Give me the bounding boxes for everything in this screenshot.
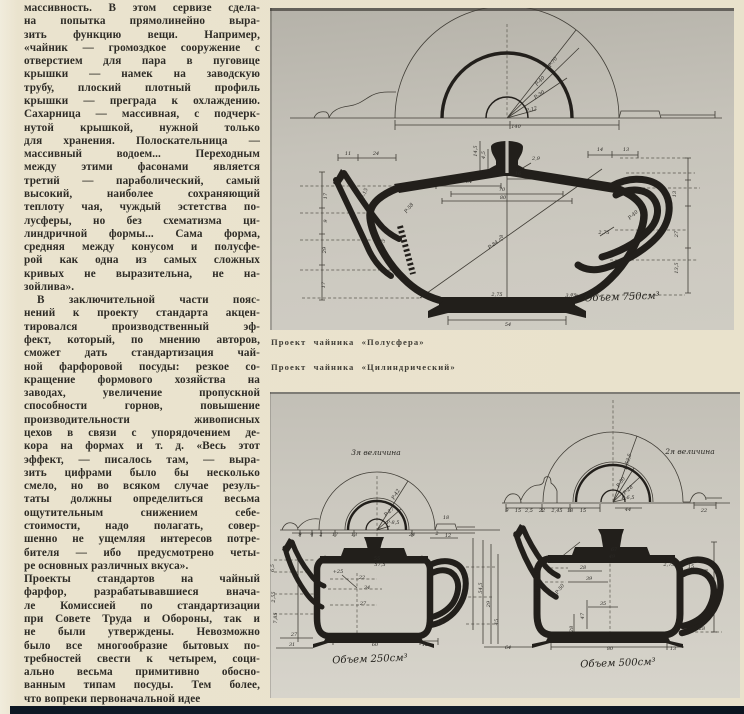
dim-label: 22 (700, 508, 708, 514)
text-line: зойлива». (24, 280, 75, 293)
dim-label: 54 (504, 322, 512, 328)
text-line: при Совете Труда и Обороны, так и (24, 612, 260, 625)
text-line: крышки — преграда к охлаждению. (24, 94, 260, 107)
dim-label: 9 (323, 219, 329, 223)
dim-label: 17 (331, 532, 339, 538)
text-line: на попытка прямолинейно выра- (24, 15, 260, 28)
dim-label: 60 (371, 642, 379, 648)
text-line: было все многообразие бытовых по- (24, 639, 260, 652)
dim-label: 24 (408, 532, 416, 538)
text-line: заводах, увеличение пропускной (24, 387, 260, 400)
text-line: ощутительным снижением себе- (24, 506, 260, 519)
dim-label: Р-52,5 (622, 453, 634, 471)
dim-label: Р-27 (383, 506, 396, 519)
dim-label: Р-6,5 (621, 495, 635, 501)
text-line: ванным типам посуды. Тем более, (24, 679, 260, 692)
text-line: фарфор, разрабатывавшиеся внача- (24, 586, 260, 599)
dim-label: 34 (465, 179, 473, 185)
dim-label: 2,9 (532, 156, 540, 162)
figure-cylindrical-teapots (270, 392, 740, 698)
text-line: не были утверждены. Невозможно (24, 626, 260, 639)
radius-lines (507, 30, 579, 118)
dim-label: 11 (344, 151, 352, 157)
dim-label: 14,5 (473, 145, 479, 157)
dim-label: 29 (486, 600, 492, 608)
dim-label: 7,85 (273, 612, 279, 624)
text-line: трубу, плоский плотный профиль (24, 81, 260, 94)
dim-label: 22 (538, 508, 546, 514)
section-hatching (400, 226, 413, 274)
dim-label: 13 (669, 646, 677, 652)
size-title-label: 3я величина (351, 448, 401, 457)
steam-hole-slit (505, 141, 508, 173)
dim-label: 4,5 (481, 151, 487, 159)
dim-label: Р-58 (403, 202, 416, 215)
dim-label: 2,45 (551, 508, 563, 514)
text-line: что вопреки первоначальной идее (24, 692, 201, 705)
text-line: производительности живописных (24, 413, 260, 426)
dim-label: 45 (494, 618, 500, 626)
text-line: нений к проекту стандарта акцен- (24, 307, 260, 320)
text-line: кривых не выразительна, не на- (24, 267, 260, 280)
text-line: высокий, наиболее сохраняющий (24, 187, 260, 200)
dim-label: 2,5 (525, 508, 533, 514)
text-line: эффект, — писалось там, — выра- (24, 453, 260, 466)
dim-label: 28 (698, 626, 706, 632)
text-line: рой как одна из самых сложных (24, 254, 260, 267)
dim-label: 2,75 (663, 562, 675, 568)
text-line: таты должны определиться весьма (24, 493, 260, 506)
right-profile-right (683, 493, 722, 502)
left-right-profile (435, 524, 475, 530)
volume-label: Объем 500см³ (580, 656, 656, 671)
text-line: способности горнов, повышение (24, 400, 260, 413)
dim-label: 2 (435, 531, 439, 537)
text-line: массивность. В этом сервизе сдела- (24, 2, 260, 14)
dim-label: 44 (624, 507, 632, 513)
dim-label: 34 (363, 585, 371, 591)
text-line: бителя — ибо предусмотрено четы- (24, 546, 260, 559)
dim-label: 13 (672, 190, 678, 198)
dim-label: 78 (499, 234, 505, 242)
text-line: кращение формового хозяйства на (24, 373, 260, 386)
dim-label: 70 (498, 187, 506, 193)
text-line: ре основных различных вкуса». (24, 559, 189, 572)
cylindrical-teapots-drawing (270, 392, 740, 698)
dim-label: 35 (599, 601, 607, 607)
dim-label: 2,55 (271, 591, 277, 603)
dim-label: 54,5 (478, 582, 484, 594)
text-line: цехов в связи с упорядочением де- (24, 427, 260, 439)
text-line: ально весьма примитивно обосно- (24, 666, 260, 679)
dim-label: 9 (505, 508, 509, 514)
text-line: сможет дать стандартизация чай- (24, 347, 260, 360)
right-profile-left (504, 477, 557, 503)
foot-ring (428, 297, 586, 318)
dim-label: 2,75 (376, 238, 388, 251)
dim-label: Р-8,5 (386, 520, 400, 526)
dim-label: 18 (566, 508, 574, 514)
dimension-lines (276, 436, 730, 650)
dim-label: 6,5 (270, 564, 276, 572)
text-line: крышки — намек на заводскую (24, 68, 260, 81)
text-line: отверстием для пара в пуговице (24, 55, 260, 68)
dim-label: 27 (290, 632, 298, 638)
left-lid-plateau (341, 548, 407, 556)
text-line: для хранения. Полоскательница — (24, 134, 260, 147)
hemisphere-teapot-drawing (270, 8, 734, 330)
text-line: кора на формах и т. д. «Весь этот (24, 440, 260, 453)
volume-label: Объем 750см³ (584, 290, 660, 305)
figure-hemisphere-teapot (270, 8, 734, 330)
dim-label: Р-40 (534, 75, 547, 88)
dim-label: 2,75 (491, 292, 503, 298)
dim-label: 13,5 (674, 262, 680, 274)
dim-label: 17 (321, 281, 327, 289)
dim-label: 55 (373, 556, 381, 562)
dim-label: 27 (359, 601, 367, 607)
dim-label: 64 (504, 645, 512, 651)
dim-label: 47 (580, 612, 586, 620)
dim-label: 12 (421, 642, 429, 648)
dim-label: Р-40 (627, 209, 640, 222)
text-line: «чайник — громоздкое сооружение с (24, 41, 260, 54)
dim-label: 18 (436, 620, 444, 626)
dim-label: Р-42 (390, 488, 402, 501)
handle-side-profile (619, 111, 715, 118)
spout-side-profile (314, 92, 396, 118)
dim-label: 15 (514, 508, 522, 514)
text-line: Проекты стандартов на чайный (24, 573, 260, 586)
dim-label: 31 (288, 642, 296, 648)
text-line: ле Комиссией по стандартизации (24, 599, 260, 612)
dim-label: 140 (511, 124, 521, 130)
text-line: средняя между конусом и полусфе- (24, 241, 260, 254)
right-lid-knob (598, 529, 624, 547)
dim-label: 49 (608, 554, 616, 560)
dim-label: 15 (687, 564, 695, 570)
dim-label: 22 (358, 575, 366, 581)
text-line: В заключительной части пояс- (37, 294, 260, 307)
text-line: требностей свести к четырем, соци- (24, 652, 260, 665)
dim-label: 13 (622, 147, 630, 153)
text-line: ной фарфоровой посуды: резкое со- (24, 360, 260, 373)
text-line: теплоту чая, чуждый эстетства по- (24, 201, 260, 214)
text-line: нутой крышкой, нужной только (24, 121, 260, 134)
text-line: зить цифрами было бы несколько (24, 466, 260, 479)
dim-label: 16 (514, 171, 522, 177)
dim-label: Р-28 (622, 484, 635, 497)
dim-label: 15 (579, 508, 587, 514)
text-line: третий — параболический, самый (24, 174, 260, 187)
dim-label: 2 (319, 532, 323, 538)
dimension-lines (290, 30, 722, 325)
caption-hemisphere: Проект чайника «Полусфера» (271, 337, 425, 347)
dim-label: Р-50 (554, 583, 567, 596)
text-line: смело, но во всяком случае резуль- (24, 480, 260, 493)
dim-label: 18 (442, 515, 450, 521)
dim-label: 27 (674, 230, 680, 238)
dim-label: +25 (332, 569, 344, 575)
dim-label: Р-30 (615, 476, 627, 489)
dim-label: Р-84 (487, 239, 500, 251)
article-text-column (24, 2, 260, 706)
text-line: массивный водоем... Переходным (24, 148, 260, 161)
dim-label: 39 (585, 576, 593, 582)
left-profile (282, 519, 319, 530)
dim-label: 29 (322, 246, 328, 254)
dim-label: 80 (499, 195, 507, 201)
text-line: линдричной формы... Сама форма, (24, 227, 260, 240)
dim-label: 67 (610, 547, 618, 553)
dim-label: Р-30 (533, 89, 546, 101)
dim-label: 24 (372, 151, 380, 157)
text-line: шенно не ущемляя интересов потре- (24, 533, 260, 546)
dim-label: Р-70 (547, 56, 560, 69)
dim-label: Р-12 (525, 105, 539, 115)
text-line: фект, который, по мнению авторов, (24, 334, 260, 347)
dim-label: 9 (298, 532, 302, 538)
text-line: зить функцию вещи. Например, (24, 28, 260, 41)
text-line: лусферы, но без схематизма ци- (24, 214, 260, 227)
dim-label: 2,75 (598, 230, 610, 236)
dim-label: Р-15 (360, 187, 370, 201)
dim-label: 28 (579, 565, 587, 571)
page-bottom-edge (10, 706, 744, 714)
text-line: тировался производственный эф- (24, 320, 260, 333)
dim-label: 13 (350, 532, 358, 538)
dim-label: 12 (444, 533, 452, 539)
text-line: стоимости, надо полагать, совер- (24, 519, 260, 532)
dim-label: 80 (606, 646, 614, 652)
dim-label: 28 (569, 625, 575, 633)
size-title-label: 2я величина (665, 447, 715, 456)
dim-label: 4 (310, 532, 314, 538)
volume-label: Объем 250см³ (332, 652, 408, 667)
dim-label: 3,75 (565, 293, 577, 299)
text-line: между этими фасонами является (24, 161, 260, 174)
caption-cylindrical: Проект чайника «Цилиндрический» (271, 362, 456, 372)
dim-label: 17 (323, 192, 329, 200)
dim-label: 57,5 (374, 562, 386, 568)
text-line: Сахарница — массивная, с подчерк- (24, 108, 260, 121)
dim-label: 14 (596, 147, 604, 153)
